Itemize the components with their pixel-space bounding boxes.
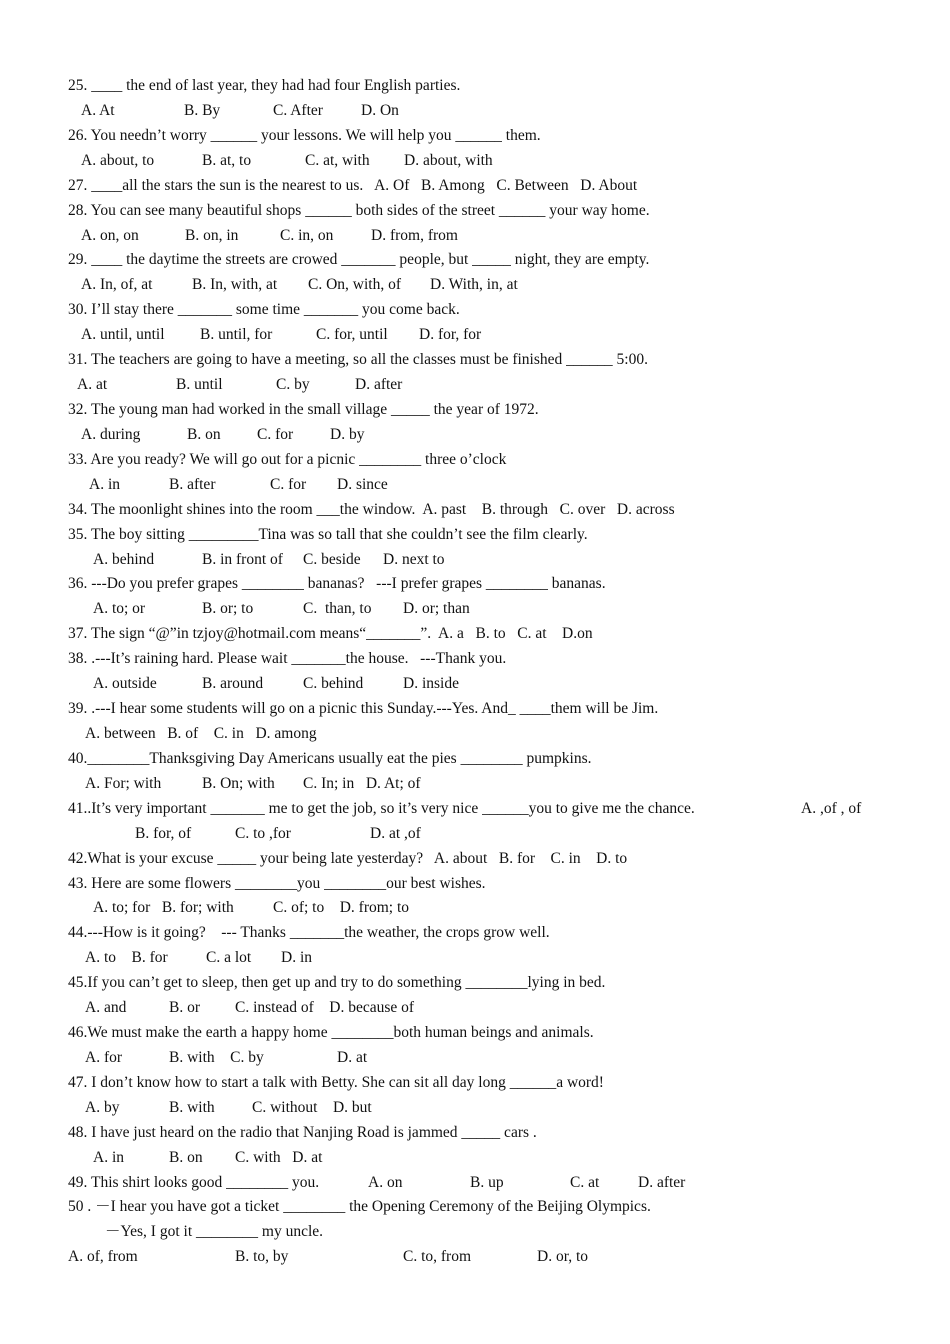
line-segment: 50 . －I hear you have got a ticket ________ the Opening Ceremony of the Beijing Olympics. xyxy=(68,1198,651,1216)
line-segment: 40.________Thanksgiving Day Americans usually eat the pies ________ pumpkins. xyxy=(68,749,592,767)
text-line xyxy=(0,872,950,897)
text-line xyxy=(0,1071,950,1096)
options-line xyxy=(0,423,950,448)
line-segment: C. by xyxy=(276,376,310,394)
line-segment: B. up xyxy=(470,1173,504,1191)
line-segment: C. After xyxy=(273,101,323,119)
line-segment: D. after xyxy=(355,376,403,394)
text-line xyxy=(0,298,950,323)
options-line xyxy=(0,772,950,797)
line-segment: C. at xyxy=(570,1173,600,1191)
line-segment: 44.---How is it going? --- Thanks _______the weather, the crops grow well. xyxy=(68,924,550,942)
options-line xyxy=(0,1245,950,1270)
line-segment: 46.We must make the earth a happy home ________both human beings and animals. xyxy=(68,1024,594,1042)
options-line xyxy=(0,1046,950,1071)
options-line xyxy=(0,597,950,622)
line-segment: A. for xyxy=(85,1048,123,1066)
text-line xyxy=(0,498,950,523)
options-line xyxy=(0,1171,950,1196)
line-segment: 38. .---It’s raining hard. Please wait _______the house. ---Thank you. xyxy=(68,650,507,668)
line-segment: C. In; in D. At; of xyxy=(303,774,421,792)
options-line xyxy=(0,1146,950,1171)
line-segment: C. beside xyxy=(303,550,361,568)
options-line xyxy=(0,373,950,398)
text-line xyxy=(0,747,950,772)
line-segment: B. on xyxy=(187,425,221,443)
text-line xyxy=(0,971,950,996)
line-segment: D. for, for xyxy=(419,326,482,344)
line-segment: B. for, of xyxy=(135,824,192,842)
options-line xyxy=(0,473,950,498)
line-segment: A. by xyxy=(85,1098,120,1116)
line-segment: A. to; for B. for; with xyxy=(93,899,234,917)
line-segment: D. next to xyxy=(383,550,445,568)
text-line xyxy=(0,398,950,423)
line-segment: 32. The young man had worked in the small village _____ the year of 1972. xyxy=(68,400,539,418)
line-segment: C. for xyxy=(270,475,307,493)
line-segment: A. on xyxy=(368,1173,403,1191)
line-segment: 37. The sign “@”in tzjoy@hotmail.com means“_______”. A. a B. to C. at D.on xyxy=(68,625,593,643)
line-segment: 29. ____ the daytime the streets are crowed _______ people, but _____ night, they are empty. xyxy=(68,251,650,269)
line-segment: C. than, to xyxy=(303,600,372,618)
line-segment: D. at ,of xyxy=(370,824,421,842)
text-line xyxy=(0,523,950,548)
text-line xyxy=(0,1220,950,1245)
text-line xyxy=(0,697,950,722)
line-segment: B. By xyxy=(184,101,221,119)
line-segment: B. until, for xyxy=(200,326,273,344)
line-segment: B. On; with xyxy=(202,774,275,792)
text-line xyxy=(0,448,950,473)
line-segment: B. on xyxy=(169,1148,203,1166)
line-segment: 49. This shirt looks good ________ you. xyxy=(68,1173,320,1191)
line-segment: 43. Here are some flowers ________you ________our best wishes. xyxy=(68,874,486,892)
options-line xyxy=(0,323,950,348)
line-segment: C. for, until xyxy=(316,326,388,344)
line-segment: A. In, of, at xyxy=(81,276,153,294)
text-line xyxy=(0,1021,950,1046)
options-line xyxy=(0,896,950,921)
line-segment: A. to B. for xyxy=(85,949,168,967)
line-segment: A. about, to xyxy=(81,151,155,169)
line-segment: A. at xyxy=(77,376,108,394)
line-segment: 26. You needn’t worry ______ your lessons. We will help you ______ them. xyxy=(68,126,541,144)
text-line xyxy=(0,622,950,647)
line-segment: A. between B. of C. in D. among xyxy=(85,724,317,742)
text-line xyxy=(0,847,950,872)
line-segment: C. with D. at xyxy=(235,1148,323,1166)
line-segment: 36. ---Do you prefer grapes ________ bananas? ---I prefer grapes ________ bananas. xyxy=(68,575,606,593)
line-segment: B. with C. by xyxy=(169,1048,264,1066)
line-segment: B. around xyxy=(202,675,264,693)
line-segment: A. on, on xyxy=(81,226,139,244)
document-page xyxy=(0,74,950,1270)
line-segment: C. of; to D. from; to xyxy=(273,899,410,917)
line-segment: C. to, from xyxy=(403,1248,472,1266)
text-line xyxy=(0,174,950,199)
line-segment: B. to, by xyxy=(235,1248,289,1266)
line-segment: D. in xyxy=(281,949,312,967)
line-segment: A. and xyxy=(85,999,127,1017)
line-segment: D. at xyxy=(337,1048,368,1066)
options-line xyxy=(0,1096,950,1121)
line-segment: C. for xyxy=(257,425,294,443)
line-segment: D. by xyxy=(330,425,365,443)
text-line xyxy=(0,1195,950,1220)
line-segment: B. In, with, at xyxy=(192,276,278,294)
line-segment: 33. Are you ready? We will go out for a picnic ________ three o’clock xyxy=(68,450,507,468)
options-line xyxy=(0,996,950,1021)
line-segment: D. inside xyxy=(403,675,459,693)
line-segment: B. on, in xyxy=(185,226,239,244)
line-segment: D. since xyxy=(337,475,388,493)
options-line xyxy=(0,672,950,697)
options-line xyxy=(0,822,950,847)
line-segment: 47. I don’t know how to start a talk with Betty. She can sit all day long ______a word! xyxy=(68,1073,604,1091)
line-segment: B. with xyxy=(169,1098,215,1116)
options-line xyxy=(0,797,950,822)
options-line xyxy=(0,548,950,573)
line-segment: A. of, from xyxy=(68,1248,138,1266)
options-line xyxy=(0,149,950,174)
line-segment: A. until, until xyxy=(81,326,165,344)
line-segment: 25. ____ the end of last year, they had had four English parties. xyxy=(68,77,461,94)
line-segment: 39. .---I hear some students will go on a picnic this Sunday.---Yes. And_ ____them will be Jim. xyxy=(68,700,659,718)
text-line xyxy=(0,572,950,597)
line-segment: 41..It’s very important _______ me to get the job, so it’s very nice ______you to give me the chance. xyxy=(68,799,695,817)
line-segment: 27. ____all the stars the sun is the nearest to us. A. Of B. Among C. Between D. About xyxy=(68,176,638,194)
line-segment: C. at, with xyxy=(305,151,370,169)
line-segment: A. At xyxy=(81,101,115,119)
line-segment: A. ,of , of xyxy=(801,799,862,817)
line-segment: －Yes, I got it ________ my uncle. xyxy=(105,1223,324,1241)
line-segment: B. or; to xyxy=(202,600,254,618)
line-segment: C. to ,for xyxy=(235,824,291,842)
line-segment: 31. The teachers are going to have a meeting, so all the classes must be finished ______ 5:00. xyxy=(68,351,648,369)
line-segment: 35. The boy sitting _________Tina was so tall that she couldn’t see the film clearly. xyxy=(68,525,588,543)
line-segment: B. in front of xyxy=(202,550,283,568)
text-line xyxy=(0,1121,950,1146)
text-line xyxy=(0,74,950,99)
line-segment: D. On xyxy=(361,101,399,119)
line-segment: 34. The moonlight shines into the room ___the window. A. past B. through C. over D. across xyxy=(68,500,675,518)
options-line xyxy=(0,273,950,298)
options-line xyxy=(0,99,950,124)
text-line xyxy=(0,348,950,373)
line-segment: 48. I have just heard on the radio that Nanjing Road is jammed _____ cars . xyxy=(68,1123,537,1141)
line-segment: A. For; with xyxy=(85,774,162,792)
line-segment: B. or xyxy=(169,999,200,1017)
text-line xyxy=(0,722,950,747)
line-segment: D. or; than xyxy=(403,600,470,618)
line-segment: 45.If you can’t get to sleep, then get up and try to do something ________lying in bed. xyxy=(68,974,606,992)
line-segment: C. behind xyxy=(303,675,364,693)
line-segment: C. without D. but xyxy=(252,1098,372,1116)
line-segment: D. With, in, at xyxy=(430,276,518,294)
options-line xyxy=(0,224,950,249)
line-segment: 28. You can see many beautiful shops ______ both sides of the street ______ your way home. xyxy=(68,201,650,219)
line-segment: D. after xyxy=(638,1173,686,1191)
options-line xyxy=(0,946,950,971)
line-segment: D. or, to xyxy=(537,1248,589,1266)
line-segment: 30. I’ll stay there _______ some time _______ you come back. xyxy=(68,301,460,319)
text-line xyxy=(0,124,950,149)
line-segment: B. until xyxy=(176,376,223,394)
line-segment: C. On, with, of xyxy=(308,276,401,294)
text-line xyxy=(0,647,950,672)
text-line xyxy=(0,248,950,273)
line-segment: 42.What is your excuse _____ your being late yesterday? A. about B. for C. in D. to xyxy=(68,849,628,867)
line-segment: B. after xyxy=(169,475,216,493)
line-segment: A. in xyxy=(93,1148,124,1166)
line-segment: D. about, with xyxy=(404,151,493,169)
line-segment: A. during xyxy=(81,425,141,443)
line-segment: C. instead of D. because of xyxy=(235,999,415,1017)
text-line xyxy=(0,921,950,946)
line-segment: B. at, to xyxy=(202,151,252,169)
line-segment: A. behind xyxy=(93,550,155,568)
line-segment: A. to; or xyxy=(93,600,146,618)
line-segment: D. from, from xyxy=(371,226,458,244)
line-segment: A. outside xyxy=(93,675,157,693)
line-segment: C. a lot xyxy=(206,949,252,967)
line-segment: C. in, on xyxy=(280,226,334,244)
line-segment: A. in xyxy=(89,475,120,493)
text-line xyxy=(0,199,950,224)
